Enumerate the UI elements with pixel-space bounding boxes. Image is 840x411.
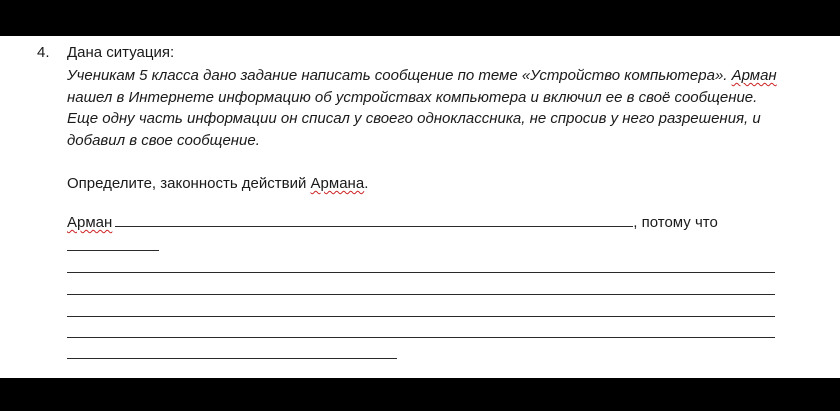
- task-prefix: Определите, законность действий: [67, 175, 311, 192]
- answer-name: Арман: [67, 214, 113, 231]
- answer-blank-inline[interactable]: [115, 214, 633, 227]
- task-text: [67, 175, 368, 192]
- situation-part-2: нашел в Интернете информацию об устройствах компьютера и включил ее в своё сообщение. Еще одну часть информации он списал у своего одноклассника, не спросив у него разрешения, и добавил в свое сообщение.: [67, 88, 761, 149]
- task-name: Армана: [310, 175, 365, 192]
- answer-line-2[interactable]: [67, 272, 775, 273]
- answer-line-3[interactable]: [67, 294, 775, 295]
- question-label: Дана ситуация:: [67, 44, 175, 61]
- task-end: .: [364, 175, 369, 192]
- situation-name: Арман: [731, 67, 777, 84]
- worksheet-page: [0, 36, 840, 378]
- answer-row: [67, 214, 718, 231]
- situation-text: [67, 65, 787, 151]
- answer-line-1[interactable]: [67, 250, 159, 251]
- situation-part-1: Ученикам 5 класса дано задание написать сообщение по теме «Устройство компьютера».: [67, 67, 732, 84]
- answer-line-4[interactable]: [67, 316, 775, 317]
- question-number: 4.: [37, 44, 50, 61]
- answer-line-5[interactable]: [67, 337, 775, 338]
- answer-line-6[interactable]: [67, 358, 397, 359]
- answer-suffix: , потому что: [633, 214, 718, 231]
